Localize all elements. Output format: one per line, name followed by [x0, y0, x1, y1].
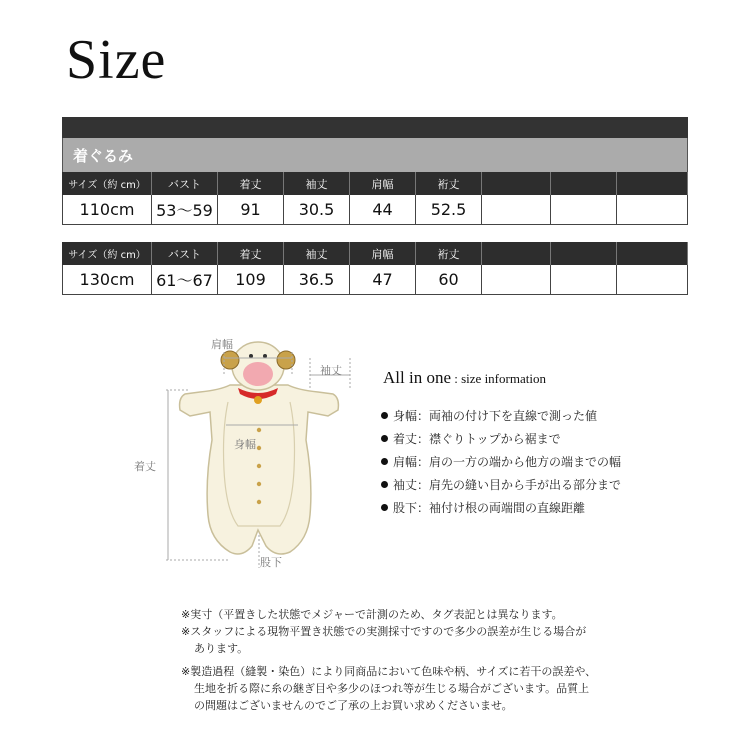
- info-title-main: All in one: [383, 368, 451, 387]
- page-title: Size: [66, 29, 167, 91]
- note-line: ※スタッフによる現物平置き状態での実測採寸ですので多少の誤差が生じる場合が: [181, 625, 587, 638]
- definition-text: 袖丈：肩先の縫い目から手が出る部分まで: [393, 478, 622, 492]
- shoulder-label: 肩幅: [211, 338, 233, 351]
- value-cell: 109: [218, 265, 284, 295]
- note-line: ※製造過程（縫製・染色）により同商品において色味や柄、サイズに若干の誤差や、: [181, 665, 597, 678]
- header-cell: 袖丈: [284, 172, 350, 195]
- header-cell: [482, 242, 551, 265]
- bullet-icon: [381, 435, 388, 442]
- size-table-110: [62, 117, 688, 225]
- bullet-icon: [381, 458, 388, 465]
- info-title-sub: : size information: [451, 371, 546, 386]
- note-line: ※実寸（平置きした状態でメジャーで計測のため、タグ表記とは異なります。: [181, 608, 563, 621]
- header-cell: [617, 242, 688, 265]
- header-cell: [617, 172, 688, 195]
- value-cell: [482, 265, 551, 295]
- header-cell: [482, 172, 551, 195]
- bell: [254, 396, 262, 404]
- category-label: 着ぐるみ: [73, 147, 134, 165]
- table-top-bar: [62, 117, 688, 138]
- table-header-row: [62, 172, 688, 195]
- header-cell: バスト: [152, 172, 218, 195]
- value-cell: 36.5: [284, 265, 350, 295]
- list-item: [381, 496, 701, 519]
- table-header-row: [62, 242, 688, 265]
- definition-text: 身幅：両袖の付け下を直線で測った値: [393, 409, 598, 423]
- face-opening: [243, 362, 273, 386]
- chest-label: 身幅: [234, 438, 256, 451]
- header-cell: 裄丈: [416, 242, 482, 265]
- list-item: [381, 473, 701, 496]
- value-cell: 60: [416, 265, 482, 295]
- header-cell: 裄丈: [416, 172, 482, 195]
- note-line: あります。: [194, 642, 249, 655]
- header-cell: [551, 172, 617, 195]
- crotch-label: 股下: [260, 556, 282, 569]
- list-item: [381, 427, 701, 450]
- notes: [181, 606, 641, 714]
- header-cell: 肩幅: [350, 172, 416, 195]
- header-cell: バスト: [152, 242, 218, 265]
- value-cell: [551, 265, 617, 295]
- table-row: [62, 195, 688, 225]
- list-item: [381, 450, 701, 473]
- value-cell: [617, 265, 688, 295]
- value-cell: 61〜67: [152, 265, 218, 295]
- header-cell: サイズ（約 cm）: [62, 172, 152, 195]
- value-cell: [551, 195, 617, 225]
- category-bar: [62, 138, 688, 172]
- value-cell: 47: [350, 265, 416, 295]
- header-cell: 着丈: [218, 242, 284, 265]
- value-cell: 52.5: [416, 195, 482, 225]
- header-cell: サイズ（約 cm）: [62, 242, 152, 265]
- header-cell: [551, 242, 617, 265]
- value-cell: 110cm: [62, 195, 152, 225]
- costume-body: [180, 385, 339, 554]
- size-table-130: [62, 242, 688, 295]
- table-row: [62, 265, 688, 295]
- note-line: の問題はございませんのでご了承の上お買い求めくださいませ。: [194, 699, 513, 712]
- value-cell: 91: [218, 195, 284, 225]
- value-cell: 53〜59: [152, 195, 218, 225]
- sleeve-label: 袖丈: [320, 364, 342, 377]
- definition-text: 肩幅：肩の一方の端から他方の端までの幅: [393, 455, 622, 469]
- note-line: 生地を折る際に糸の継ぎ目や多少のほつれ等が生じる場合がございます。品質上: [194, 682, 590, 695]
- bullet-icon: [381, 504, 388, 511]
- definition-text: 着丈：襟ぐりトップから裾まで: [393, 432, 561, 446]
- definition-text: 股下：袖付け根の両端間の直線距離: [393, 501, 586, 515]
- value-cell: [482, 195, 551, 225]
- length-label: 着丈: [134, 460, 156, 473]
- header-cell: 着丈: [218, 172, 284, 195]
- info-title: [383, 368, 546, 388]
- value-cell: 30.5: [284, 195, 350, 225]
- value-cell: 44: [350, 195, 416, 225]
- header-cell: 肩幅: [350, 242, 416, 265]
- measurement-definitions: [381, 404, 701, 519]
- value-cell: [617, 195, 688, 225]
- header-cell: 袖丈: [284, 242, 350, 265]
- list-item: [381, 404, 701, 427]
- bullet-icon: [381, 481, 388, 488]
- bullet-icon: [381, 412, 388, 419]
- value-cell: 130cm: [62, 265, 152, 295]
- costume-illustration: [130, 330, 360, 580]
